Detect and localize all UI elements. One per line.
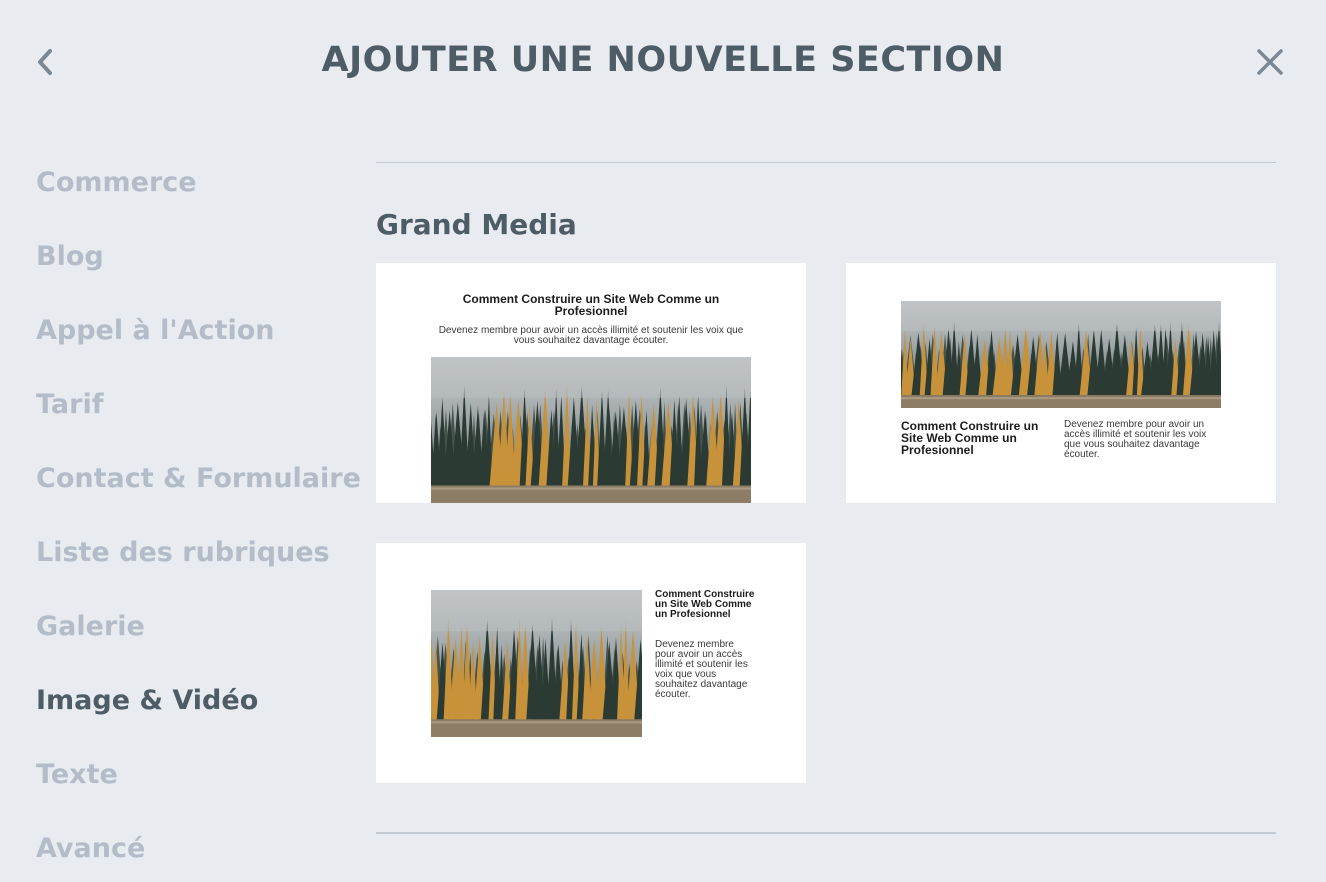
sidebar-item-blog[interactable]: Blog (36, 241, 104, 272)
sidebar-item-section-list[interactable]: Liste des rubriques (36, 537, 330, 568)
page-title: AJOUTER UNE NOUVELLE SECTION (321, 40, 1005, 80)
close-button[interactable] (1252, 44, 1288, 80)
bottom-divider (376, 832, 1276, 834)
forest-image (901, 301, 1221, 408)
section-template-card[interactable] (846, 263, 1276, 503)
close-icon (1256, 48, 1284, 76)
sidebar-item-pricing[interactable]: Tarif (36, 389, 104, 420)
top-divider (376, 162, 1276, 163)
sidebar-item-commerce[interactable]: Commerce (36, 167, 197, 198)
sidebar-item-advanced[interactable]: Avancé (36, 833, 146, 864)
section-template-card[interactable] (376, 263, 806, 503)
template-headline: Comment Construire un Site Web Comme un Profesionnel (901, 419, 1039, 457)
template-headline: Comment Construire un Site Web Comme un Profesionnel (462, 292, 720, 318)
sidebar-item-contact-form[interactable]: Contact & Formulaire (36, 463, 361, 494)
template-body-text: Devenez membre pour avoir un accès illimité et soutenir les voix que vous souhaitez davantage écouter. (655, 639, 748, 700)
sidebar-item-gallery[interactable]: Galerie (36, 611, 145, 642)
sidebar-item-call-to-action[interactable]: Appel à l'Action (36, 315, 275, 346)
header (0, 0, 1326, 124)
sidebar-item-text[interactable]: Texte (36, 759, 118, 790)
template-body-text: Devenez membre pour avoir un accès illimité et soutenir les voix que vous souhaitez davantage écouter. (1064, 419, 1207, 460)
forest-image (431, 357, 751, 503)
forest-image (431, 590, 642, 737)
category-sidebar (36, 160, 361, 882)
template-headline: Comment Construire un Site Web Comme un Profesionnel (655, 589, 755, 620)
section-title: Grand Media (376, 208, 577, 241)
sidebar-item-image-video[interactable]: Image & Vidéo (36, 685, 259, 716)
template-body-text: Devenez membre pour avoir un accès illimité et soutenir les voix que vous souhaitez davantage écouter. (438, 325, 744, 346)
section-template-card[interactable] (376, 543, 806, 783)
